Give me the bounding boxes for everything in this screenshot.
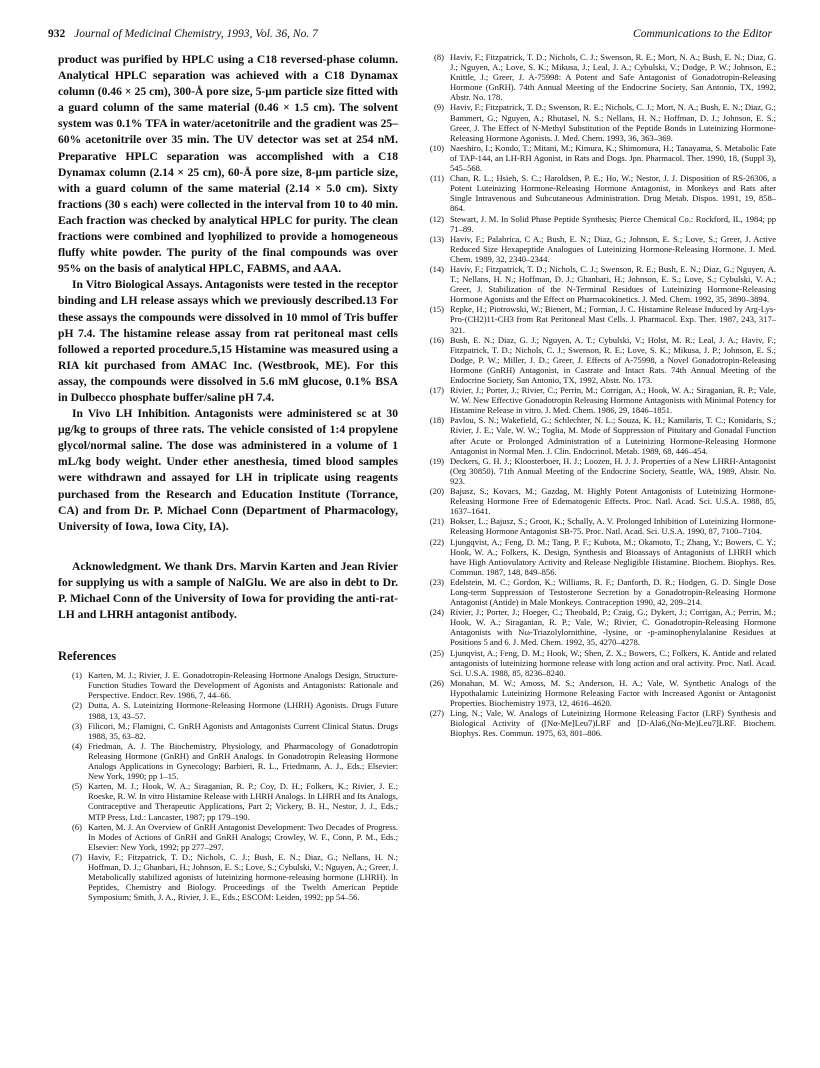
references-list-left	[58, 670, 398, 902]
reference-number: (22)	[429, 536, 444, 547]
reference-item	[58, 781, 398, 821]
reference-number: (19)	[429, 455, 444, 466]
reference-number: (23)	[429, 576, 444, 587]
reference-item	[58, 670, 398, 700]
reference-text: Haviv, F.; Fitzpatrick, T. D.; Nichols, C. J.; Swenson, R. E.; Mort, N. A.; Bush, E. N.; Diaz, G. J.; Nguyen, A.; Love, S. K.; Mikusa, J.; Leal, J. A.; Cybulski, V.; Dodge, P. W.; Johnson, E.; Knittle, J.; Greer, J. A-75998: A Potent and Safe Antagonist of Gonadotropin-Releasing Hormone (GnRH). 74th Annual Meeting of the Endocrine Society, San Antonio, TX, 1992, Abstr. No. 178.	[450, 52, 776, 103]
reference-number: (8)	[434, 52, 444, 62]
reference-number: (18)	[429, 415, 444, 426]
reference-item	[420, 143, 776, 173]
references-heading: References	[58, 649, 117, 664]
reference-item	[420, 304, 776, 334]
page-number: 932	[48, 28, 66, 40]
reference-text: Haviv, F.; Fitzpatrick, T. D.; Swenson, R. E.; Nichols, C. J.; Mort, N. A.; Bush, E. N.; Diaz, G.; Bammert, G.; Nguyen, A.; Rhutasel, N. S.; Nellans, H. N.; Hoffman, D. J.; Johnson, E. S.; Greer, J. The Effect of N-Methyl Substitution of the Peptide Bonds in Luteinizing Hormone-Releasing Hormone Agonists. J. Med. Chem. 1993, 36, 363–369.	[450, 102, 776, 143]
reference-item	[58, 700, 398, 720]
reference-number: (25)	[429, 647, 444, 658]
reference-number: (3)	[72, 720, 82, 731]
reference-number: (6)	[72, 821, 82, 832]
reference-number: (24)	[429, 607, 444, 618]
reference-item	[420, 678, 776, 708]
reference-text: Karten, M. J.; Hook, W. A.; Siraganian, R. P.; Coy, D. H.; Folkers, K.; Rivier, J. E.; Roeske, R. W. In vitro Histamine Release with LHRH Analogs. In LHRH and Its Analogs, Contraceptive and Therapeutic Applications, Part 2; Vickery, B. H., Nestor, J. J., Eds.; MTP Press, Ltd.: Lancaster, 1987; pp 179–190.	[88, 781, 398, 822]
reference-item	[420, 708, 776, 738]
reference-item	[58, 852, 398, 902]
reference-text: Ljunqvist, A.; Feng, D. M.; Hook, W.; Shen, Z. X.; Bowers, C.; Folkers, K. Antide and related antagonists of luteinizing hormone release with long action and oral activity. Proc. Natl. Acad. Sci. U.S.A. 1988, 85, 8236–8240.	[450, 647, 776, 678]
reference-number: (21)	[429, 516, 444, 527]
in-vivo-text: Antagonists were administered sc at 30 µg/kg to groups of three rats. The vehicle consisted of 1:4 propylene glycol/normal saline. The dose was administered in a volume of 1 mL/kg body weight. Under ether anesthesia, timed blood samples were withdrawn and assayed for LH in triplicate using reagents purchased from the Research and Education Institute (Torrance, CA) and from Dr. P. Michael Conn (Department of Pharmacology, University of Iowa, Iowa City, IA).	[58, 407, 398, 533]
acknowledgment-text: We thank Drs. Marvin Karten and Jean Rivier for supplying us with a sample of NalGlu. We are also in debt to Dr. P. Michael Conn of the University of Iowa for providing the anti-rat-LH and LHRH antagonist antibody.	[58, 559, 398, 622]
in-vitro-text: Antagonists were tested in the receptor binding and LH release assays which we previously described.13 For these assays the compounds were dissolved in 10 mmol of Tris buffer pH 7.4. The histamine release assay from rat peritoneal mast cells followed a reported procedure.5,15 Histamine was measured using a RIA kit purchased from AMAC Inc. (Westbrook, ME). For this assay, the compounds were dissolved in 5.6 mM glucose, 0.1% BSA in Dulbecco phosphate buffer/saline pH 7.4.	[58, 278, 398, 404]
reference-item	[420, 486, 776, 516]
reference-item	[420, 234, 776, 264]
reference-text: Ljungqvist, A.; Feng, D. M.; Tang, P. F.; Kubota, M.; Okamoto, T.; Zhang, Y.; Bowers, C. Y.; Hook, W. A.; Folkers, K. Design, Synthesis and Bioassays of Antagonists of LHRH which have High Antiovulatory Activity and Release Negligible Histamine. Biochem. Biophys. Res. Commun. 1987, 148, 849–856.	[450, 536, 776, 577]
reference-text: Ling, N.; Vale, W. Analogs of Luteinizing Hormone Releasing Factor (LRF) Synthesis and Biological Activity of ([Nα-Me]Leu7)LRF and [D-Ala6,(Nα-Me)Leu7]LRF. Biochem. Biophys. Res. Commun. 1975, 63, 801–806.	[450, 708, 776, 739]
reference-text: Edelstein, M. C.; Gordon, K.; Williams, R. F.; Danforth, D. R.; Hodgen, G. D. Single Dose Long-term Suppression of Testosterone Secretion by a Gonadotropin-Releasing Hormone Antagonist (Antide) in Male Monkeys. Contraception 1990, 42, 209–214.	[450, 576, 776, 608]
reference-number: (4)	[72, 740, 82, 751]
reference-text: Bokser, L.; Bajusz, S.; Groot, K.; Schally, A. V. Prolonged Inhibition of Luteinizing Hormone-Releasing Hormone Antagonist SB-75. Proc. Natl. Acad. Sci. U.S.A. 1990, 87, 7100–7104.	[450, 516, 776, 537]
in-vivo-heading: In Vivo LH Inhibition.	[72, 407, 191, 421]
reference-text: Monahan, M. W.; Amoss, M. S.; Anderson, H. A.; Vale, W. Synthetic Analogs of the Hypothalamic Luteinizing Hormone Releasing Factor with Increased Agonist or Antagonist Properties. Biochemistry 1973, 12, 4616–4620.	[450, 677, 776, 708]
reference-item	[420, 102, 776, 142]
acknowledgment-paragraph	[58, 559, 398, 623]
reference-item	[420, 173, 776, 213]
reference-text: Haviv, F.; Palabrica, C A.; Bush, E. N.; Diaz, G.; Johnson, E. S.; Love, S.; Greer, J. Active Reduced Size Hexapeptide Analogues of Luteinizing Hormone-Releasing Hormone. J. Med. Chem. 1989, 32, 2340–2344.	[450, 233, 776, 264]
reference-text: Pavlou, S. N.; Wakefield, G.; Schlechter, N. L.; Souza, K. H.; Kamilaris, T. C.; Konidaris, S.; Rivier, J. E.; Vale, W. W.; Toglia, M. Mode of Suppression of Pituitary and Gonadal Function after Acute or Prolonged Administration of a Luteinizing Hormone-Releasing Hormone Antagonist in Normal Men. J. Clin. Endocrinol. Metab. 1989, 68, 446–454.	[450, 415, 776, 456]
reference-number: (27)	[429, 708, 444, 719]
reference-number: (20)	[429, 486, 444, 497]
reference-text: Friedman, A. J. The Biochemistry, Physiology, and Pharmacology of Gonadotropin Releasing Hormone (GnRH) and GnRH Analogs. In Gonadotropin Releasing Hormone Analogs Applications in Gynecology; Barbieri, R. L., Friedmann, A. J., Eds.; Elsevier: New York, 1990; pp 1–15.	[88, 740, 398, 782]
reference-text: Karten, M. J.; Rivier, J. E. Gonadotropin-Releasing Hormone Analogs Design, Structure-Function Studies Toward the Development of Agonists and Antagonists: Rationale and Perspective. Endocr. Rev. 1986, 7, 44–66.	[88, 670, 398, 701]
references-list-right	[420, 52, 776, 738]
reference-item	[420, 577, 776, 607]
reference-text: Bajusz, S.; Kovacs, M.; Gazdag, M. Highly Potent Antagonists of Luteinizing Hormone-Releasing Hormone Free of Edematogenic Effects. Proc. Natl. Acad. Sci. U.S.A. 1988, 85, 1637–1641.	[450, 486, 776, 517]
reference-number: (11)	[430, 173, 444, 184]
reference-item	[420, 648, 776, 678]
reference-number: (12)	[429, 213, 444, 224]
reference-number: (26)	[429, 677, 444, 688]
acknowledgment-heading: Acknowledgment.	[72, 559, 162, 573]
reference-number: (10)	[429, 142, 444, 153]
in-vitro-heading: In Vitro Biological Assays.	[72, 278, 203, 292]
reference-text: Repke, H.; Piotrowski, W.; Bienert, M.; Forman, J. C. Histamine Release Induced by Arg-Lys-Pro-(CH2)11-CH3 from Rat Peritoneal Mast Cells. J. Pharmacol. Exp. Ther. 1987, 243, 317–321.	[450, 304, 776, 335]
reference-text: Haviv, F.; Fitzpatrick, T. D.; Nichols, C. J.; Swenson, R. E.; Bush, E. N.; Diaz, G.; Nguyen, A. T.; Nellans, H. N.; Hoffman, D. J.; Ghanbari, H.; Johnson, E. S.; Love, S.; Cybulski, V. A.; Greer, J. Stabilization of the N-Terminal Residues of Luteinizing Hormone-Releasing Hormone Agonists and the Effect on Pharmacokinetics. J. Med. Chem. 1992, 35, 3890–3894.	[450, 263, 776, 305]
reference-item	[420, 335, 776, 385]
in-vivo-paragraph	[58, 406, 398, 535]
reference-item	[58, 741, 398, 781]
reference-text: Rivier, J.; Porter, J.; Hoeger, C.; Theobald, P.; Craig, G.; Dykert, J.; Corrigan, A.; Perrin, M.; Hook, W. A.; Siraganian, R. P.; Vale, W.; Rivier, C. Gonadotropin-Releasing Hormone Antagonists with Nω-Triazolylornithine, -lysine, or -p-aminophenylalanine Residues at Positions 5 and 6. J. Med. Chem. 1992, 35, 4270–4278.	[450, 607, 776, 648]
page-header	[48, 28, 772, 46]
right-column	[420, 52, 776, 738]
reference-text: Chan, R. L.; Hsieh, S. C.; Haroldsen, P. E.; Ho, W.; Nestor, J. J. Disposition of RS-26306, a Potent Luteinizing Hormone-Releasing Hormone Antagonist, in Monkeys and Rats after Single Intravenous and Subcutaneous Administration. Drug Metab. Dispos. 1991, 19, 858–864.	[450, 173, 776, 214]
reference-item	[420, 456, 776, 486]
reference-text: Bush, E. N.; Diaz, G. J.; Nguyen, A. T.; Cybulski, V.; Holst, M. R.; Leal, J. A.; Haviv, F.; Fitzpatrick, T. D.; Nichols, C. J.; Swenson, R. E.; Love, S. K.; Mikusa, J. P.; Johnson, E. S.; Dodge, P. W.; Miller, J. D.; Greer, J. Effects of A-75998, a Novel Gonadotropin-Releasing Hormone (GnRH) Antagonist, in Castrate and Intact Rats. 74th Annual Meeting of the Endocrine Society, San Antonio, TX, 1992, Abstr. No. 173.	[450, 334, 776, 385]
reference-number: (5)	[72, 781, 82, 792]
reference-number: (1)	[72, 670, 82, 681]
reference-number: (9)	[434, 102, 444, 113]
reference-number: (17)	[429, 385, 444, 396]
reference-text: Deckers, G. H. J.; Kloosterboer, H. J.; Loozen, H. J. J. Properties of a New LHRH-Antagonist (Org 30850). 71th Annual Meeting of the Endocrine Society, Seattle, WA, 1989, Abstr. No. 923.	[450, 455, 776, 486]
reference-item	[420, 52, 776, 102]
reference-number: (13)	[429, 233, 444, 244]
journal-citation: Journal of Medicinal Chemistry, 1993, Vol. 36, No. 7	[74, 28, 318, 40]
reference-item	[420, 415, 776, 455]
reference-text: Naeshiro, I.; Kondo, T.; Mitani, M.; Kimura, K.; Shimomura, H.; Tanayama, S. Metabolic Fate of TAP-144, an LH-RH Agonist, in Rats and Dogs. Jpn. Pharmacol. Ther. 1990, 18, (Suppl 3), 545–568.	[450, 142, 776, 174]
reference-text: Rivier, J.; Porter, J.; Rivier, C.; Perrin, M.; Corrigan, A.; Hook, W. A.; Siraganian, R. P.; Vale, W. W. New Effective Gonadotropin Releasing Hormone Antagonists with Minimal Potency for Histamine Release in vitro. J. Med. Chem. 1986, 29, 1846–1851.	[450, 385, 776, 416]
reference-item	[420, 385, 776, 415]
reference-text: Filicori, M.; Flamigni, C. GnRH Agonists and Antagonists Current Clinical Status. Drugs 1988, 35, 63–82.	[88, 720, 398, 741]
reference-item	[420, 607, 776, 647]
in-vitro-paragraph	[58, 277, 398, 406]
reference-number: (2)	[72, 700, 82, 711]
methods-paragraph: product was purified by HPLC using a C18 reversed-phase column. Analytical HPLC separation was achieved with a C18 Dynamax column (0.46 × 25 cm), 300-Å pore size, 5-µm particle size fitted with a guard column of the same material (0.46 × 1.5 cm). The solvent system was 0.1% TFA in water/acetonitrile and the gradient was 25–60% acetonitrile over 35 min. The UV detector was set at 254 nM. Preparative HPLC separation was accomplished with a C18 Dynamax column (2.14 × 25 cm), 60-Å pore size, 8-µm particle size, with a guard column of the same material (2.14 × 5.0 cm). Sixty fractions (30 s each) were collected in the interval from 10 to 40 min. Each fraction was checked by analytical HPLC for purity. The clean fractions were combined and lyophilized to provide a homogeneous fluffy white powder. The purity of the final compounds was over 95% on the basis of analytical HPLC, FABMS, and AAA.	[58, 53, 398, 276]
reference-number: (14)	[429, 263, 444, 274]
reference-number: (16)	[429, 334, 444, 345]
reference-item	[420, 214, 776, 234]
reference-item	[420, 537, 776, 577]
reference-number: (15)	[429, 304, 444, 315]
reference-text: Dutta, A. S. Luteinizing Hormone-Releasing Hormone (LHRH) Agonists. Drugs Future 1988, 13, 43–57.	[88, 700, 398, 721]
section-title: Communications to the Editor	[633, 28, 772, 40]
reference-text: Stewart, J. M. In Solid Phase Peptide Synthesis; Pierce Chemical Co.: Rockford, IL, 1984; pp 71–89.	[450, 213, 776, 234]
reference-item	[58, 721, 398, 741]
header-left	[48, 28, 318, 46]
reference-number: (7)	[72, 851, 82, 862]
left-column	[58, 52, 398, 902]
reference-item	[58, 822, 398, 852]
reference-text: Haviv, F.; Fitzpatrick, T. D.; Nichols, C. J.; Bush, E. N.; Diaz, G.; Nellans, H. N.; Hoffman, D. J.; Ghanbari, H.; Johnson, E. S.; Love, S.; Cybulski, V.; Nguyen, A.; Greer, J. Metabolically stabilized agonists of luteinizing hormone-releasing hormone (LHRH). In Peptides, Chemistry and Biology. Proceedings of the Twelth American Peptide Symposium; Smith, J. A., Rivier, J. E., Eds.; ESCOM: Leiden, 1992; pp 54–56.	[88, 851, 398, 903]
reference-item	[420, 264, 776, 304]
reference-text: Karten, M. J. An Overview of GnRH Antagonist Development: Two Decades of Progress. In Modes of Actions of GnRH and GnRH Analogs; Crowley, W. F., Conn, P. M., Eds.; Elsevier: New York, 1992; pp 277–297.	[88, 821, 398, 852]
reference-item	[420, 516, 776, 536]
